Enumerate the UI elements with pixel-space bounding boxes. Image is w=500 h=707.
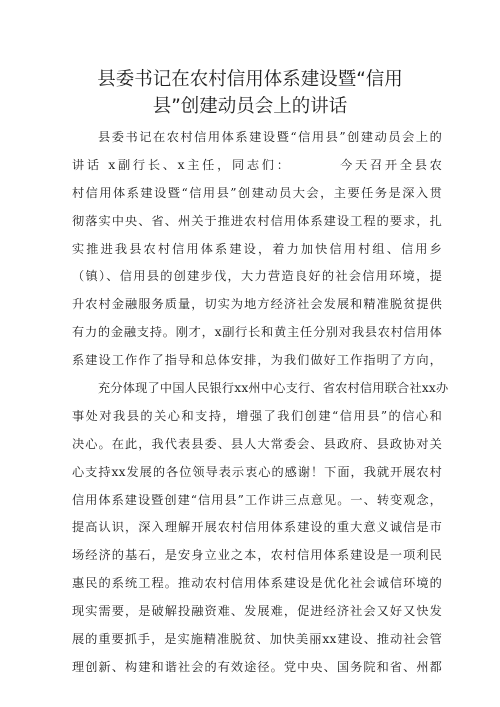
body-line: 现实需要，是破解投融资难、发展难，促进经济社会又好又快发 (72, 604, 442, 619)
paragraph-start-text: 今天召开全县农 (337, 157, 442, 172)
document-body (72, 124, 449, 682)
body-line: 展的重要抓手，是实施精准脱贫、加快美丽xx建设、推动社会管 (72, 632, 442, 647)
body-line: 场经济的基石，是安身立业之本，农村信用体系建设是一项利民 (72, 548, 442, 563)
body-line: 实推进我县农村信用体系建设，着力加快信用村组、信用乡 (72, 241, 442, 256)
body-line: 彻落实中央、省、州关于推进农村信用体系建设工程的要求，扎 (72, 213, 442, 228)
body-line: 心支持xx发展的各位领导表示衷心的感谢！下面，我就开展农村 (72, 464, 442, 479)
body-line: 有力的金融支持。刚才，x副行长和黄主任分别对我县农村信用体 (72, 325, 442, 340)
body-line: 系建设工作作了指导和总体安排，为我们做好工作指明了方向， (72, 353, 442, 368)
body-line: 县委书记在农村信用体系建设暨“信用县”创建动员会上的 (98, 130, 442, 144)
body-line: 升农村金融服务质量，切实为地方经济社会发展和精准脱贫提供 (72, 297, 442, 312)
body-line (72, 152, 442, 180)
body-line: 信用体系建设暨创建“信用县”工作讲三点意见。一、转变观念， (72, 492, 442, 507)
body-line: 决心。在此，我代表县委、县人大常委会、县政府、县政协对关 (72, 436, 442, 451)
document-title (60, 66, 440, 120)
body-line: 理创新、构建和谐社会的有效途径。党中央、国务院和省、州都 (72, 659, 442, 674)
body-line: 惠民的系统工程。推动农村信用体系建设是优化社会诚信环境的 (72, 576, 442, 591)
title-line: 县”创建动员会上的讲话 (152, 96, 348, 117)
body-line: （镇）、信用县的创建步伐，大力营造良好的社会信用环境，提 (72, 269, 442, 284)
salutation-text: 讲话 x副行长、x主任，同志们： (72, 157, 292, 172)
body-line: 村信用体系建设暨“信用县”创建动员大会，主要任务是深入贯 (72, 185, 442, 200)
body-line: 提高认识，深入理解开展农村信用体系建设的重大意义诚信是市 (72, 520, 442, 535)
body-line: 事处对我县的关心和支持，增强了我们创建“信用县”的信心和 (72, 408, 442, 423)
body-line: 充分体现了中国人民银行xx州中心支行、省农村信用联合社xx办 (98, 381, 449, 396)
title-line: 县委书记在农村信用体系建设暨“信用 (97, 69, 403, 90)
